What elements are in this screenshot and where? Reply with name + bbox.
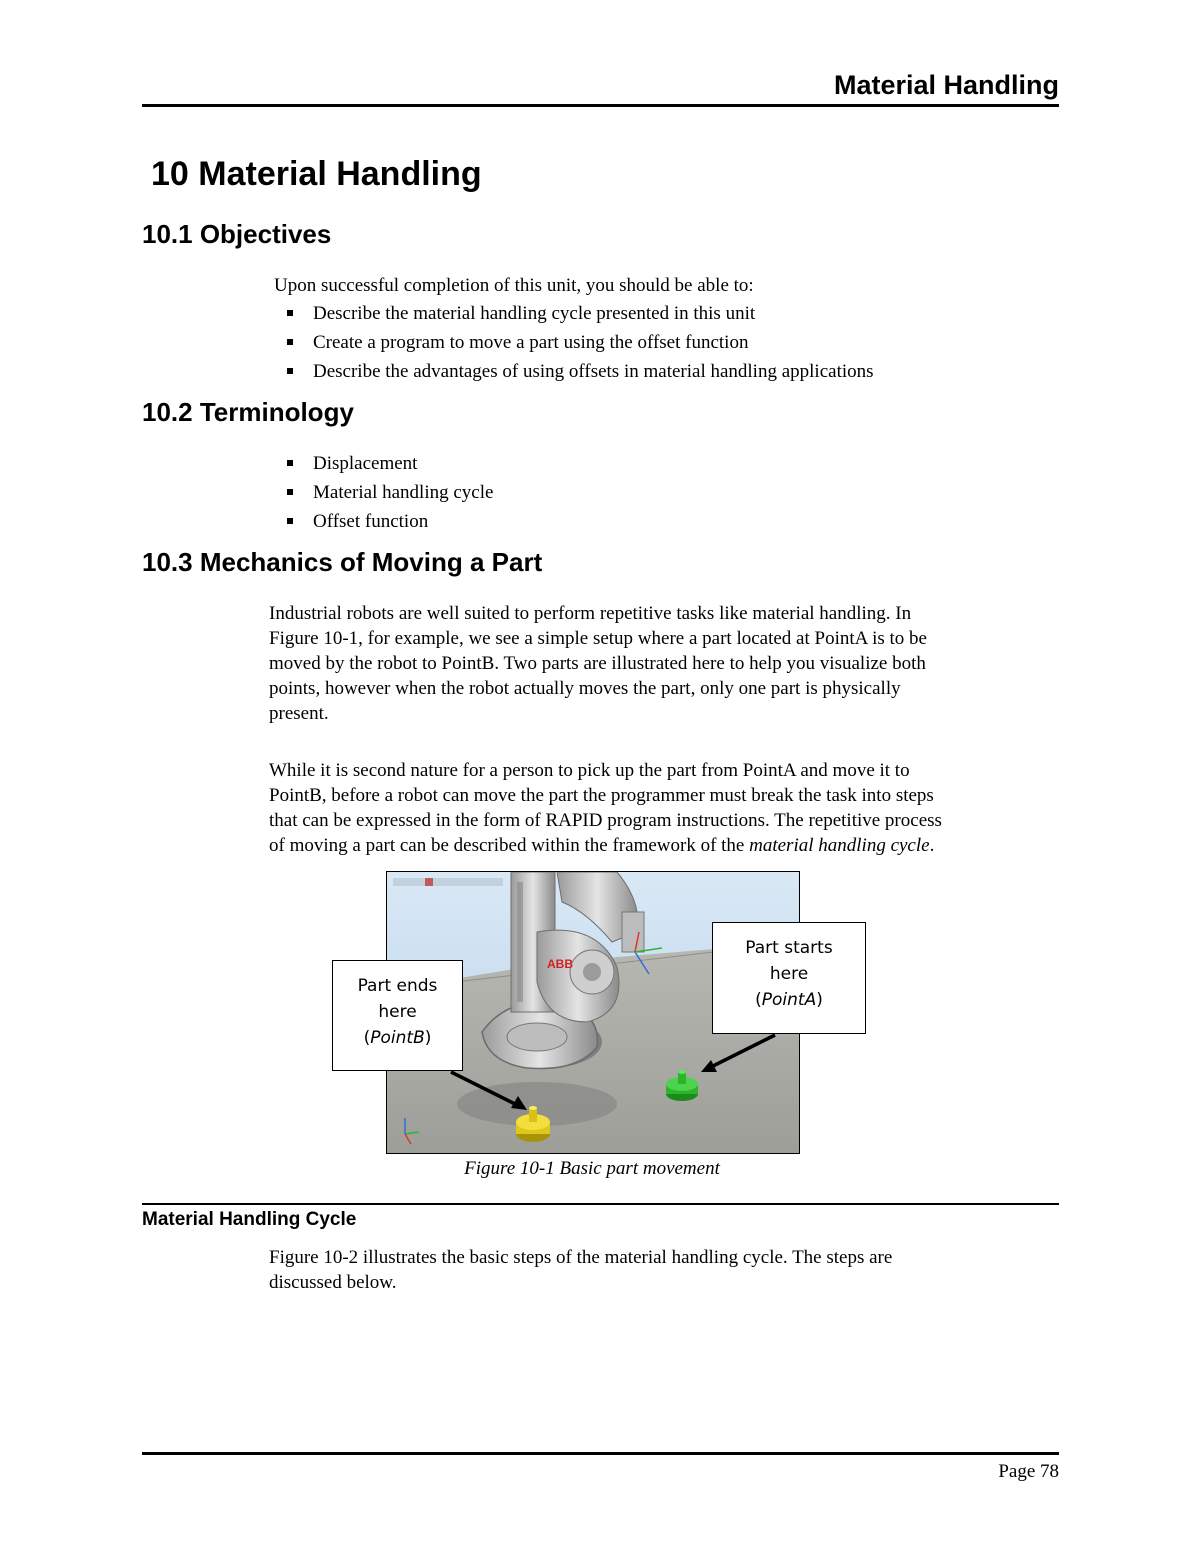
bullet-icon — [287, 489, 293, 495]
term-item: Offset function — [285, 507, 493, 536]
objectives-heading: 10.1 Objectives — [142, 219, 332, 249]
material-handling-cycle-term: material handling cycle — [749, 835, 930, 856]
bullet-icon — [287, 460, 293, 466]
cycle-paragraph: Figure 10-2 illustrates the basic steps of the material handling cycle. The steps are discussed below. — [269, 1247, 893, 1293]
bullet-icon — [287, 339, 293, 345]
mechanics-paragraph-1: Industrial robots are well suited to perform repetitive tasks like material handling. In Figure 10-1, for example, we see a simple setup where a part located at PointA is to be moved by the robot to PointB. Two parts are illustrated here to help you visualize both points, however when the robot actually moves the part, only one part is physically present. — [269, 603, 927, 724]
chapter-title: 10 Material Handling — [151, 155, 482, 193]
mechanics-heading: 10.3 Mechanics of Moving a Part — [142, 547, 543, 577]
material-handling-cycle-heading: Material Handling Cycle — [142, 1209, 357, 1230]
term-item: Material handling cycle — [285, 478, 493, 507]
objective-item: Describe the advantages of using offsets in material handling applications — [285, 357, 874, 386]
section-divider — [142, 1203, 1059, 1205]
figure-caption: Figure 10-1 Basic part movement — [464, 1158, 720, 1179]
objective-item: Describe the material handling cycle presented in this unit — [285, 299, 874, 328]
running-header: Material Handling — [142, 70, 1059, 107]
objective-item: Create a program to move a part using the offset function — [285, 328, 874, 357]
page-number: Page 78 — [998, 1461, 1059, 1482]
footer-rule — [142, 1452, 1059, 1455]
term-item: Displacement — [285, 449, 493, 478]
bullet-icon — [287, 518, 293, 524]
mechanics-paragraph-2: While it is second nature for a person to pick up the part from PointA and move it to PointB, before a robot can move the part the programmer must break the task into steps that can be expressed in the form of RAPID program instructions. The repetitive process of moving a part can be described within the framework of the material handling cycle. — [269, 760, 942, 856]
callout-part-ends: Part ends here (PointB) — [332, 960, 463, 1071]
terminology-list — [285, 449, 493, 536]
abb-logo: ABB — [547, 957, 573, 971]
objectives-intro: Upon successful completion of this unit, you should be able to: — [274, 275, 754, 296]
bullet-icon — [287, 310, 293, 316]
objectives-list — [285, 299, 874, 386]
callout-part-starts: Part starts here (PointA) — [712, 922, 866, 1034]
bullet-icon — [287, 368, 293, 374]
terminology-heading: 10.2 Terminology — [142, 397, 354, 427]
